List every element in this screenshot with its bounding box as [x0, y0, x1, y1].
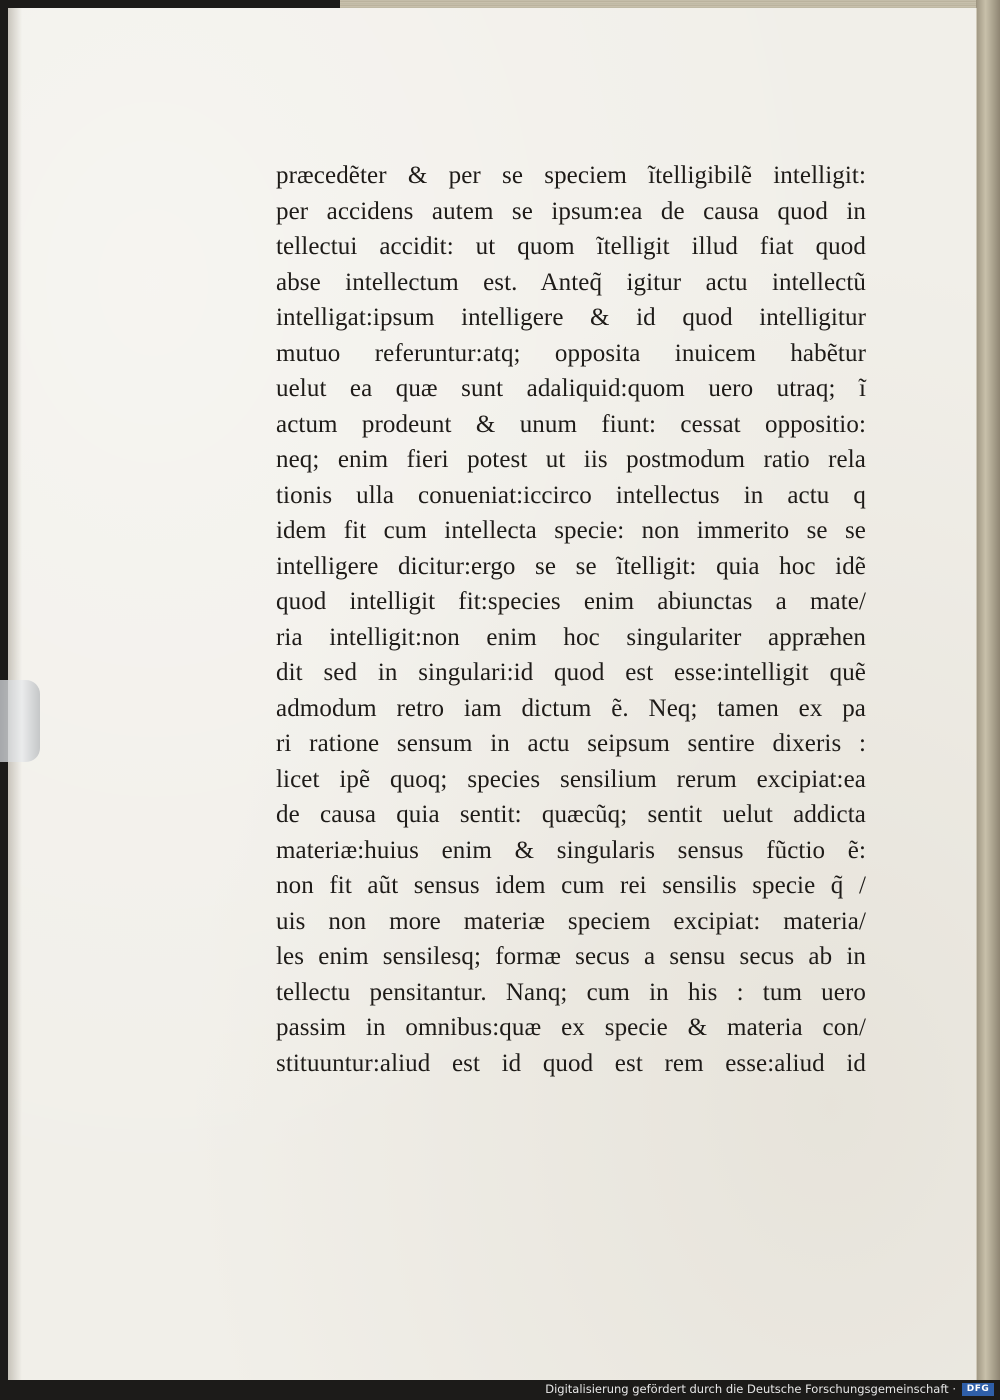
text-line: abse intellectum est. Anteq̃ igitur actu intellectũ [276, 268, 866, 296]
text-line: præcedẽter & per se speciem ĩtelligibilẽ intelligit: [276, 162, 866, 189]
text-line: neq; enim fieri potest ut iis postmodum ratio rela [276, 446, 866, 473]
text-line: ria intelligit:non enim hoc singulariter appræhen [276, 623, 866, 651]
text-line: idem fit cum intellecta specie: non immerito se se [276, 517, 866, 544]
text-line: admodum retro iam dictum ẽ. Neq; tamen ex pa [276, 694, 866, 722]
printed-text-block [276, 158, 866, 1081]
dfg-logo: DFG [962, 1383, 994, 1396]
book-fore-edge [976, 0, 1000, 1400]
text-line: de causa quia sentit: quæcũq; sentit uelut addicta [276, 801, 866, 828]
page-clip [0, 680, 40, 762]
digitization-footer [0, 1380, 1000, 1400]
text-line: materiæ:huius enim & singularis sensus fũctio ẽ: [276, 836, 866, 864]
text-line: tellectui accidit: ut quom ĩtelligit illud fiat quod [276, 233, 866, 260]
text-line: licet ipẽ quoq; species sensilium rerum excipiat:ea [276, 765, 866, 793]
text-line: quod intelligit fit:species enim abiunctas a mate/ [276, 588, 866, 615]
text-line: actum prodeunt & unum fiunt: cessat oppositio: [276, 410, 866, 438]
text-line: tionis ulla conueniat:iccirco intellectus in actu q [276, 481, 866, 509]
funding-credit: Digitalisierung gefördert durch die Deutsche Forschungsgemeinschaft · [545, 1382, 956, 1396]
book-page [8, 8, 977, 1380]
text-line: intelligat:ipsum intelligere & id quod intelligitur [276, 304, 866, 331]
text-line: passim in omnibus:quæ ex specie & materia con/ [276, 1014, 866, 1041]
text-line: tellectu pensitantur. Nanq; cum in his : tum uero [276, 978, 866, 1006]
text-line: intelligere dicitur:ergo se se ĩtelligit: quia hoc idẽ [276, 552, 866, 580]
text-line: uelut ea quæ sunt adaliquid:quom uero utraq; ĩ [276, 375, 866, 402]
text-line: stituuntur:aliud est id quod est rem esse:aliud id [276, 1049, 866, 1077]
text-line: les enim sensilesq; formæ secus a sensu secus ab in [276, 943, 866, 970]
text-line: ri ratione sensum in actu seipsum sentire dixeris : [276, 730, 866, 757]
text-line: non fit aũt sensus idem cum rei sensilis specie q̃ / [276, 872, 866, 899]
text-line: mutuo referuntur:atq; opposita inuicem habẽtur [276, 339, 866, 367]
text-line: per accidens autem se ipsum:ea de causa quod in [276, 197, 866, 225]
text-line: dit sed in singulari:id quod est esse:intelligit quẽ [276, 659, 866, 686]
text-line: uis non more materiæ speciem excipiat: materia/ [276, 907, 866, 935]
